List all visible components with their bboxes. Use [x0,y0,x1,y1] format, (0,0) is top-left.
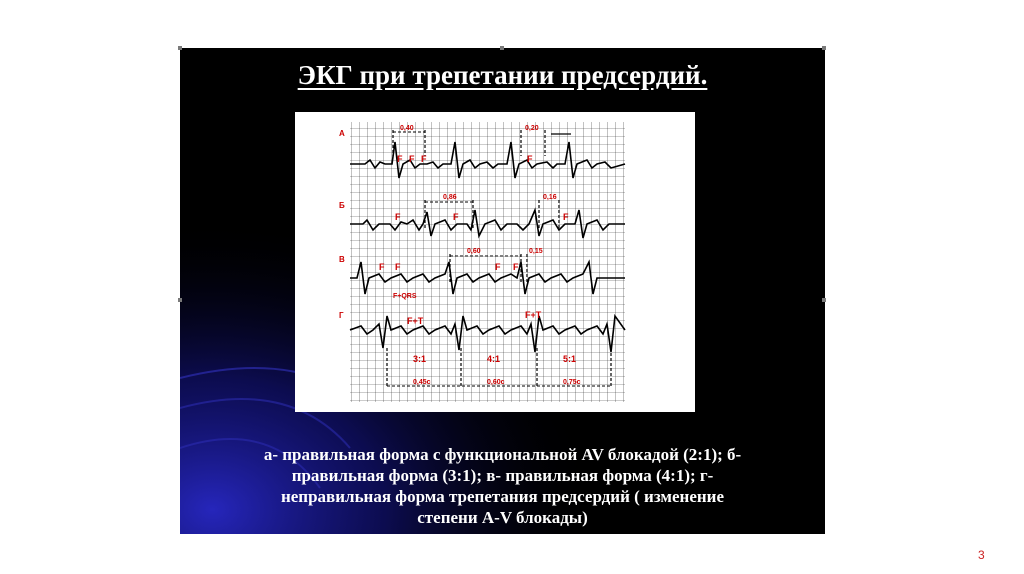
lead-label-b: Б [339,201,345,210]
ratio-label-2: 4:1 [487,354,501,364]
interval-v-2: 0,15 [529,248,543,255]
interval-b-1: 0,86 [443,194,457,201]
interval-b-2: 0,16 [543,194,557,201]
selection-handle[interactable] [822,46,826,50]
flutter-label-v-2: F [395,262,401,272]
page-number: 3 [978,548,985,562]
flutter-label-b-3: F [563,212,569,222]
interval-g-2: 0,60c [487,379,505,386]
ecg-figure [295,112,695,412]
ratio-label-3: 5:1 [563,354,577,364]
f-qrs-note: F+QRS [393,293,417,300]
interval-a-2: 0,20 [525,125,539,132]
flutter-label-b-2: F [453,212,459,222]
interval-g-3: 0,75c [563,379,581,386]
interval-v-1: 0,60 [467,248,481,255]
flutter-label-v-4: F [513,262,519,272]
selection-handle[interactable] [500,46,504,50]
ratio-label-1: 3:1 [413,354,427,364]
selection-handle[interactable] [178,46,182,50]
caption-line-3: неправильная форма трепетания предсердий ( изменение [280,487,725,506]
flutter-label-a-2: F [409,154,415,164]
lead-label-g: Г [339,311,344,320]
flutter-label-a-4: F [527,154,533,164]
caption-line-1: а- правильная форма с функциональной AV блокадой (2:1); б- [263,445,742,464]
flutter-label-v-3: F [495,262,501,272]
interval-a-1: 0,40 [400,125,414,132]
caption [190,444,815,528]
lead-label-v: В [339,255,345,264]
flutter-label-a-3: F [421,154,427,164]
flutter-label-g-1: F+T [407,316,424,326]
selection-handle[interactable] [822,298,826,302]
selection-handle[interactable] [178,298,182,302]
slide [180,48,825,534]
caption-line-2: правильная форма (3:1); в- правильная форма (4:1); г- [291,466,714,485]
interval-g-1: 0,45c [413,379,431,386]
lead-label-a: А [339,129,345,138]
caption-line-4: степени A-V блокады) [417,508,588,527]
flutter-label-g-2: F+T [525,310,542,320]
flutter-label-v-1: F [379,262,385,272]
ecg-strips [295,112,695,412]
flutter-label-b-1: F [395,212,401,222]
slide-title: ЭКГ при трепетании предсердий. [297,60,708,90]
flutter-label-a-1: F [397,154,403,164]
